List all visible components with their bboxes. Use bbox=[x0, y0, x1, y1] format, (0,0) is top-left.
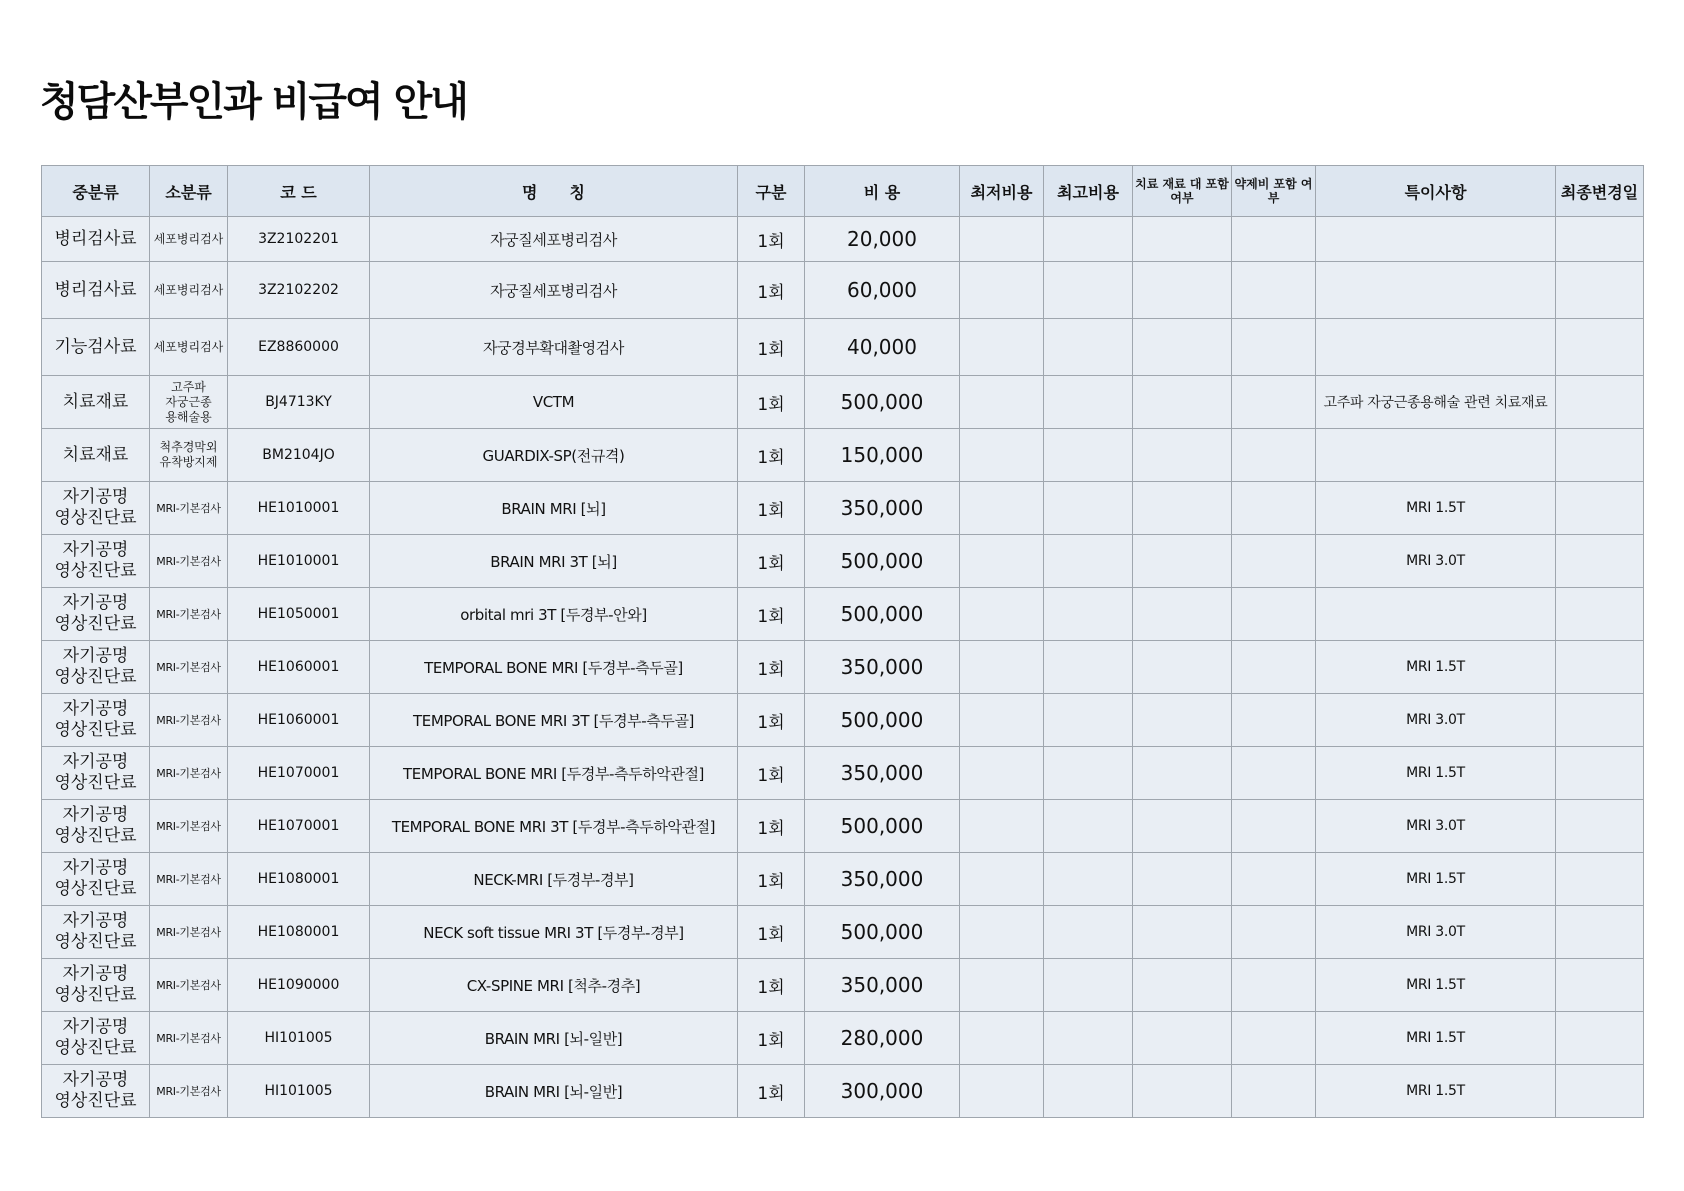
cell-code: 3Z2102201 bbox=[228, 217, 370, 262]
cell-unit: 1회 bbox=[738, 1065, 805, 1118]
cell-category: 자기공명 영상진단료 bbox=[42, 959, 150, 1012]
header-note: 특이사항 bbox=[1316, 166, 1556, 217]
cell-unit: 1회 bbox=[738, 747, 805, 800]
cell-category: 병리검사료 bbox=[42, 217, 150, 262]
cell-min-cost bbox=[960, 319, 1044, 376]
cell-min-cost bbox=[960, 906, 1044, 959]
table-row bbox=[42, 906, 1644, 959]
cell-unit: 1회 bbox=[738, 800, 805, 853]
cell-code: HE1090000 bbox=[228, 959, 370, 1012]
cell-cost: 350,000 bbox=[805, 747, 960, 800]
header-last-changed: 최종변경일 bbox=[1556, 166, 1644, 217]
cell-material-included bbox=[1133, 1065, 1232, 1118]
cell-name: TEMPORAL BONE MRI 3T [두경부-측두하악관절] bbox=[370, 800, 738, 853]
cell-note: MRI 1.5T bbox=[1316, 747, 1556, 800]
cell-material-included bbox=[1133, 959, 1232, 1012]
cell-material-included bbox=[1133, 429, 1232, 482]
cell-name: BRAIN MRI [뇌-일반] bbox=[370, 1012, 738, 1065]
cell-drug-included bbox=[1232, 906, 1316, 959]
cell-code: BM2104JO bbox=[228, 429, 370, 482]
cell-note bbox=[1316, 429, 1556, 482]
table-row bbox=[42, 376, 1644, 429]
cell-drug-included bbox=[1232, 262, 1316, 319]
header-material-included: 치료 재료 대 포함 여부 bbox=[1133, 166, 1232, 217]
cell-drug-included bbox=[1232, 1012, 1316, 1065]
cell-subcategory: MRI-기본검사 bbox=[150, 747, 228, 800]
cell-max-cost bbox=[1044, 959, 1133, 1012]
cell-min-cost bbox=[960, 853, 1044, 906]
table-row bbox=[42, 217, 1644, 262]
cell-material-included bbox=[1133, 535, 1232, 588]
cell-unit: 1회 bbox=[738, 429, 805, 482]
cell-unit: 1회 bbox=[738, 217, 805, 262]
table-row bbox=[42, 959, 1644, 1012]
cell-note bbox=[1316, 319, 1556, 376]
cell-code: HE1010001 bbox=[228, 482, 370, 535]
cell-material-included bbox=[1133, 376, 1232, 429]
cell-note: MRI 3.0T bbox=[1316, 800, 1556, 853]
cell-note: MRI 3.0T bbox=[1316, 535, 1556, 588]
header-row bbox=[42, 166, 1644, 217]
cell-max-cost bbox=[1044, 588, 1133, 641]
cell-name: TEMPORAL BONE MRI [두경부-측두골] bbox=[370, 641, 738, 694]
table-row bbox=[42, 429, 1644, 482]
table-body bbox=[42, 217, 1644, 1118]
cell-max-cost bbox=[1044, 641, 1133, 694]
cell-cost: 20,000 bbox=[805, 217, 960, 262]
cell-material-included bbox=[1133, 588, 1232, 641]
cell-note: MRI 1.5T bbox=[1316, 482, 1556, 535]
table-row bbox=[42, 853, 1644, 906]
cell-subcategory: 척추경막외 유착방지제 bbox=[150, 429, 228, 482]
cell-category: 치료재료 bbox=[42, 376, 150, 429]
cell-subcategory: 세포병리검사 bbox=[150, 319, 228, 376]
cell-name: NECK soft tissue MRI 3T [두경부-경부] bbox=[370, 906, 738, 959]
cell-unit: 1회 bbox=[738, 694, 805, 747]
cell-last-changed bbox=[1556, 747, 1644, 800]
cell-code: 3Z2102202 bbox=[228, 262, 370, 319]
cell-name: GUARDIX-SP(전규격) bbox=[370, 429, 738, 482]
cell-drug-included bbox=[1232, 319, 1316, 376]
cell-cost: 40,000 bbox=[805, 319, 960, 376]
cell-last-changed bbox=[1556, 535, 1644, 588]
header-category: 중분류 bbox=[42, 166, 150, 217]
cell-subcategory: MRI-기본검사 bbox=[150, 535, 228, 588]
table-row bbox=[42, 535, 1644, 588]
cell-material-included bbox=[1133, 694, 1232, 747]
cell-cost: 500,000 bbox=[805, 800, 960, 853]
header-drug-included: 약제비 포함 여부 bbox=[1232, 166, 1316, 217]
cell-category: 자기공명 영상진단료 bbox=[42, 1065, 150, 1118]
cell-category: 자기공명 영상진단료 bbox=[42, 747, 150, 800]
cell-max-cost bbox=[1044, 747, 1133, 800]
cell-subcategory: MRI-기본검사 bbox=[150, 1012, 228, 1065]
cell-last-changed bbox=[1556, 482, 1644, 535]
cell-drug-included bbox=[1232, 588, 1316, 641]
cell-category: 기능검사료 bbox=[42, 319, 150, 376]
cell-code: HE1070001 bbox=[228, 747, 370, 800]
cell-material-included bbox=[1133, 747, 1232, 800]
table-row bbox=[42, 319, 1644, 376]
cell-drug-included bbox=[1232, 376, 1316, 429]
cell-max-cost bbox=[1044, 482, 1133, 535]
cell-note bbox=[1316, 262, 1556, 319]
cell-cost: 350,000 bbox=[805, 641, 960, 694]
cell-name: 자궁질세포병리검사 bbox=[370, 217, 738, 262]
cell-note bbox=[1316, 217, 1556, 262]
cell-code: HI101005 bbox=[228, 1012, 370, 1065]
cell-max-cost bbox=[1044, 429, 1133, 482]
cell-drug-included bbox=[1232, 1065, 1316, 1118]
cell-code: HE1010001 bbox=[228, 535, 370, 588]
cell-drug-included bbox=[1232, 535, 1316, 588]
cell-min-cost bbox=[960, 694, 1044, 747]
cell-max-cost bbox=[1044, 262, 1133, 319]
cell-material-included bbox=[1133, 906, 1232, 959]
table-row bbox=[42, 747, 1644, 800]
cell-max-cost bbox=[1044, 376, 1133, 429]
header-name: 명 칭 bbox=[370, 166, 738, 217]
cell-cost: 350,000 bbox=[805, 482, 960, 535]
cell-name: NECK-MRI [두경부-경부] bbox=[370, 853, 738, 906]
cell-code: HI101005 bbox=[228, 1065, 370, 1118]
table-row bbox=[42, 1065, 1644, 1118]
cell-category: 자기공명 영상진단료 bbox=[42, 482, 150, 535]
cell-note: MRI 1.5T bbox=[1316, 853, 1556, 906]
cell-min-cost bbox=[960, 959, 1044, 1012]
cell-cost: 150,000 bbox=[805, 429, 960, 482]
cell-cost: 300,000 bbox=[805, 1065, 960, 1118]
table-row bbox=[42, 641, 1644, 694]
cell-name: BRAIN MRI [뇌] bbox=[370, 482, 738, 535]
header-min-cost: 최저비용 bbox=[960, 166, 1044, 217]
cell-unit: 1회 bbox=[738, 853, 805, 906]
cell-last-changed bbox=[1556, 641, 1644, 694]
table-row bbox=[42, 694, 1644, 747]
cell-last-changed bbox=[1556, 262, 1644, 319]
cell-drug-included bbox=[1232, 959, 1316, 1012]
cell-note: 고주파 자궁근종용해술 관련 치료재료 bbox=[1316, 376, 1556, 429]
cell-last-changed bbox=[1556, 959, 1644, 1012]
cell-note: MRI 1.5T bbox=[1316, 1065, 1556, 1118]
cell-drug-included bbox=[1232, 853, 1316, 906]
cell-note: MRI 3.0T bbox=[1316, 694, 1556, 747]
cell-min-cost bbox=[960, 1065, 1044, 1118]
cell-material-included bbox=[1133, 482, 1232, 535]
cell-last-changed bbox=[1556, 319, 1644, 376]
cell-category: 자기공명 영상진단료 bbox=[42, 800, 150, 853]
header-max-cost: 최고비용 bbox=[1044, 166, 1133, 217]
table-row bbox=[42, 800, 1644, 853]
cell-max-cost bbox=[1044, 853, 1133, 906]
cell-category: 자기공명 영상진단료 bbox=[42, 588, 150, 641]
cell-last-changed bbox=[1556, 588, 1644, 641]
cell-subcategory: MRI-기본검사 bbox=[150, 959, 228, 1012]
cell-material-included bbox=[1133, 641, 1232, 694]
cell-material-included bbox=[1133, 800, 1232, 853]
cell-unit: 1회 bbox=[738, 535, 805, 588]
cell-max-cost bbox=[1044, 906, 1133, 959]
cell-code: HE1060001 bbox=[228, 694, 370, 747]
cell-category: 자기공명 영상진단료 bbox=[42, 853, 150, 906]
cell-category: 자기공명 영상진단료 bbox=[42, 1012, 150, 1065]
header-code: 코 드 bbox=[228, 166, 370, 217]
cell-min-cost bbox=[960, 800, 1044, 853]
cell-subcategory: MRI-기본검사 bbox=[150, 641, 228, 694]
table-row bbox=[42, 262, 1644, 319]
cell-unit: 1회 bbox=[738, 906, 805, 959]
page-title: 청담산부인과 비급여 안내 bbox=[40, 79, 467, 125]
cell-cost: 500,000 bbox=[805, 906, 960, 959]
cell-material-included bbox=[1133, 1012, 1232, 1065]
cell-category: 자기공명 영상진단료 bbox=[42, 641, 150, 694]
header-subcategory: 소분류 bbox=[150, 166, 228, 217]
table-row bbox=[42, 482, 1644, 535]
cell-last-changed bbox=[1556, 906, 1644, 959]
cell-min-cost bbox=[960, 217, 1044, 262]
cell-code: HE1070001 bbox=[228, 800, 370, 853]
cell-subcategory: 세포병리검사 bbox=[150, 262, 228, 319]
table-row bbox=[42, 588, 1644, 641]
cell-code: HE1060001 bbox=[228, 641, 370, 694]
cell-unit: 1회 bbox=[738, 1012, 805, 1065]
cell-name: BRAIN MRI [뇌-일반] bbox=[370, 1065, 738, 1118]
cell-min-cost bbox=[960, 262, 1044, 319]
cell-subcategory: MRI-기본검사 bbox=[150, 588, 228, 641]
cell-drug-included bbox=[1232, 482, 1316, 535]
non-covered-fee-table bbox=[41, 165, 1644, 1118]
cell-material-included bbox=[1133, 262, 1232, 319]
cell-name: VCTM bbox=[370, 376, 738, 429]
cell-name: 자궁질세포병리검사 bbox=[370, 262, 738, 319]
cell-subcategory: MRI-기본검사 bbox=[150, 906, 228, 959]
cell-cost: 500,000 bbox=[805, 588, 960, 641]
cell-name: TEMPORAL BONE MRI [두경부-측두하악관절] bbox=[370, 747, 738, 800]
table-row bbox=[42, 1012, 1644, 1065]
cell-cost: 500,000 bbox=[805, 535, 960, 588]
cell-note bbox=[1316, 588, 1556, 641]
cell-material-included bbox=[1133, 217, 1232, 262]
cell-max-cost bbox=[1044, 217, 1133, 262]
cell-min-cost bbox=[960, 535, 1044, 588]
cell-material-included bbox=[1133, 853, 1232, 906]
cell-last-changed bbox=[1556, 1065, 1644, 1118]
header-unit: 구분 bbox=[738, 166, 805, 217]
cell-code: EZ8860000 bbox=[228, 319, 370, 376]
cell-unit: 1회 bbox=[738, 319, 805, 376]
cell-last-changed bbox=[1556, 217, 1644, 262]
cell-drug-included bbox=[1232, 694, 1316, 747]
cell-subcategory: 세포병리검사 bbox=[150, 217, 228, 262]
cell-last-changed bbox=[1556, 800, 1644, 853]
cell-category: 자기공명 영상진단료 bbox=[42, 694, 150, 747]
cell-min-cost bbox=[960, 747, 1044, 800]
cell-min-cost bbox=[960, 376, 1044, 429]
cell-last-changed bbox=[1556, 1012, 1644, 1065]
cell-unit: 1회 bbox=[738, 588, 805, 641]
cell-unit: 1회 bbox=[738, 641, 805, 694]
cell-max-cost bbox=[1044, 694, 1133, 747]
cell-subcategory: MRI-기본검사 bbox=[150, 694, 228, 747]
cell-min-cost bbox=[960, 641, 1044, 694]
cell-drug-included bbox=[1232, 641, 1316, 694]
cell-drug-included bbox=[1232, 747, 1316, 800]
cell-code: HE1080001 bbox=[228, 853, 370, 906]
cell-name: TEMPORAL BONE MRI 3T [두경부-측두골] bbox=[370, 694, 738, 747]
cell-max-cost bbox=[1044, 1065, 1133, 1118]
cell-last-changed bbox=[1556, 853, 1644, 906]
cell-max-cost bbox=[1044, 319, 1133, 376]
cell-note: MRI 1.5T bbox=[1316, 1012, 1556, 1065]
cell-cost: 350,000 bbox=[805, 853, 960, 906]
cell-cost: 500,000 bbox=[805, 376, 960, 429]
cell-last-changed bbox=[1556, 429, 1644, 482]
cell-max-cost bbox=[1044, 1012, 1133, 1065]
cell-name: CX-SPINE MRI [척추-경추] bbox=[370, 959, 738, 1012]
cell-unit: 1회 bbox=[738, 482, 805, 535]
cell-min-cost bbox=[960, 1012, 1044, 1065]
cell-last-changed bbox=[1556, 694, 1644, 747]
cell-note: MRI 1.5T bbox=[1316, 641, 1556, 694]
cell-subcategory: MRI-기본검사 bbox=[150, 1065, 228, 1118]
cell-cost: 60,000 bbox=[805, 262, 960, 319]
cell-category: 치료재료 bbox=[42, 429, 150, 482]
cell-code: HE1080001 bbox=[228, 906, 370, 959]
header-cost: 비 용 bbox=[805, 166, 960, 217]
cell-unit: 1회 bbox=[738, 376, 805, 429]
cell-cost: 500,000 bbox=[805, 694, 960, 747]
cell-subcategory: MRI-기본검사 bbox=[150, 853, 228, 906]
cell-drug-included bbox=[1232, 429, 1316, 482]
cell-min-cost bbox=[960, 588, 1044, 641]
cell-note: MRI 3.0T bbox=[1316, 906, 1556, 959]
cell-max-cost bbox=[1044, 800, 1133, 853]
cell-code: HE1050001 bbox=[228, 588, 370, 641]
cell-subcategory: MRI-기본검사 bbox=[150, 482, 228, 535]
cell-subcategory: 고주파 자궁근종 용해술용 bbox=[150, 376, 228, 429]
cell-last-changed bbox=[1556, 376, 1644, 429]
cell-unit: 1회 bbox=[738, 959, 805, 1012]
cell-note: MRI 1.5T bbox=[1316, 959, 1556, 1012]
cell-material-included bbox=[1133, 319, 1232, 376]
cell-category: 자기공명 영상진단료 bbox=[42, 535, 150, 588]
cell-min-cost bbox=[960, 429, 1044, 482]
cell-category: 병리검사료 bbox=[42, 262, 150, 319]
cell-name: orbital mri 3T [두경부-안와] bbox=[370, 588, 738, 641]
cell-name: 자궁경부확대촬영검사 bbox=[370, 319, 738, 376]
cell-drug-included bbox=[1232, 217, 1316, 262]
cell-drug-included bbox=[1232, 800, 1316, 853]
cell-subcategory: MRI-기본검사 bbox=[150, 800, 228, 853]
cell-cost: 350,000 bbox=[805, 959, 960, 1012]
cell-name: BRAIN MRI 3T [뇌] bbox=[370, 535, 738, 588]
cell-category: 자기공명 영상진단료 bbox=[42, 906, 150, 959]
cell-code: BJ4713KY bbox=[228, 376, 370, 429]
cell-unit: 1회 bbox=[738, 262, 805, 319]
cell-max-cost bbox=[1044, 535, 1133, 588]
cell-cost: 280,000 bbox=[805, 1012, 960, 1065]
cell-min-cost bbox=[960, 482, 1044, 535]
